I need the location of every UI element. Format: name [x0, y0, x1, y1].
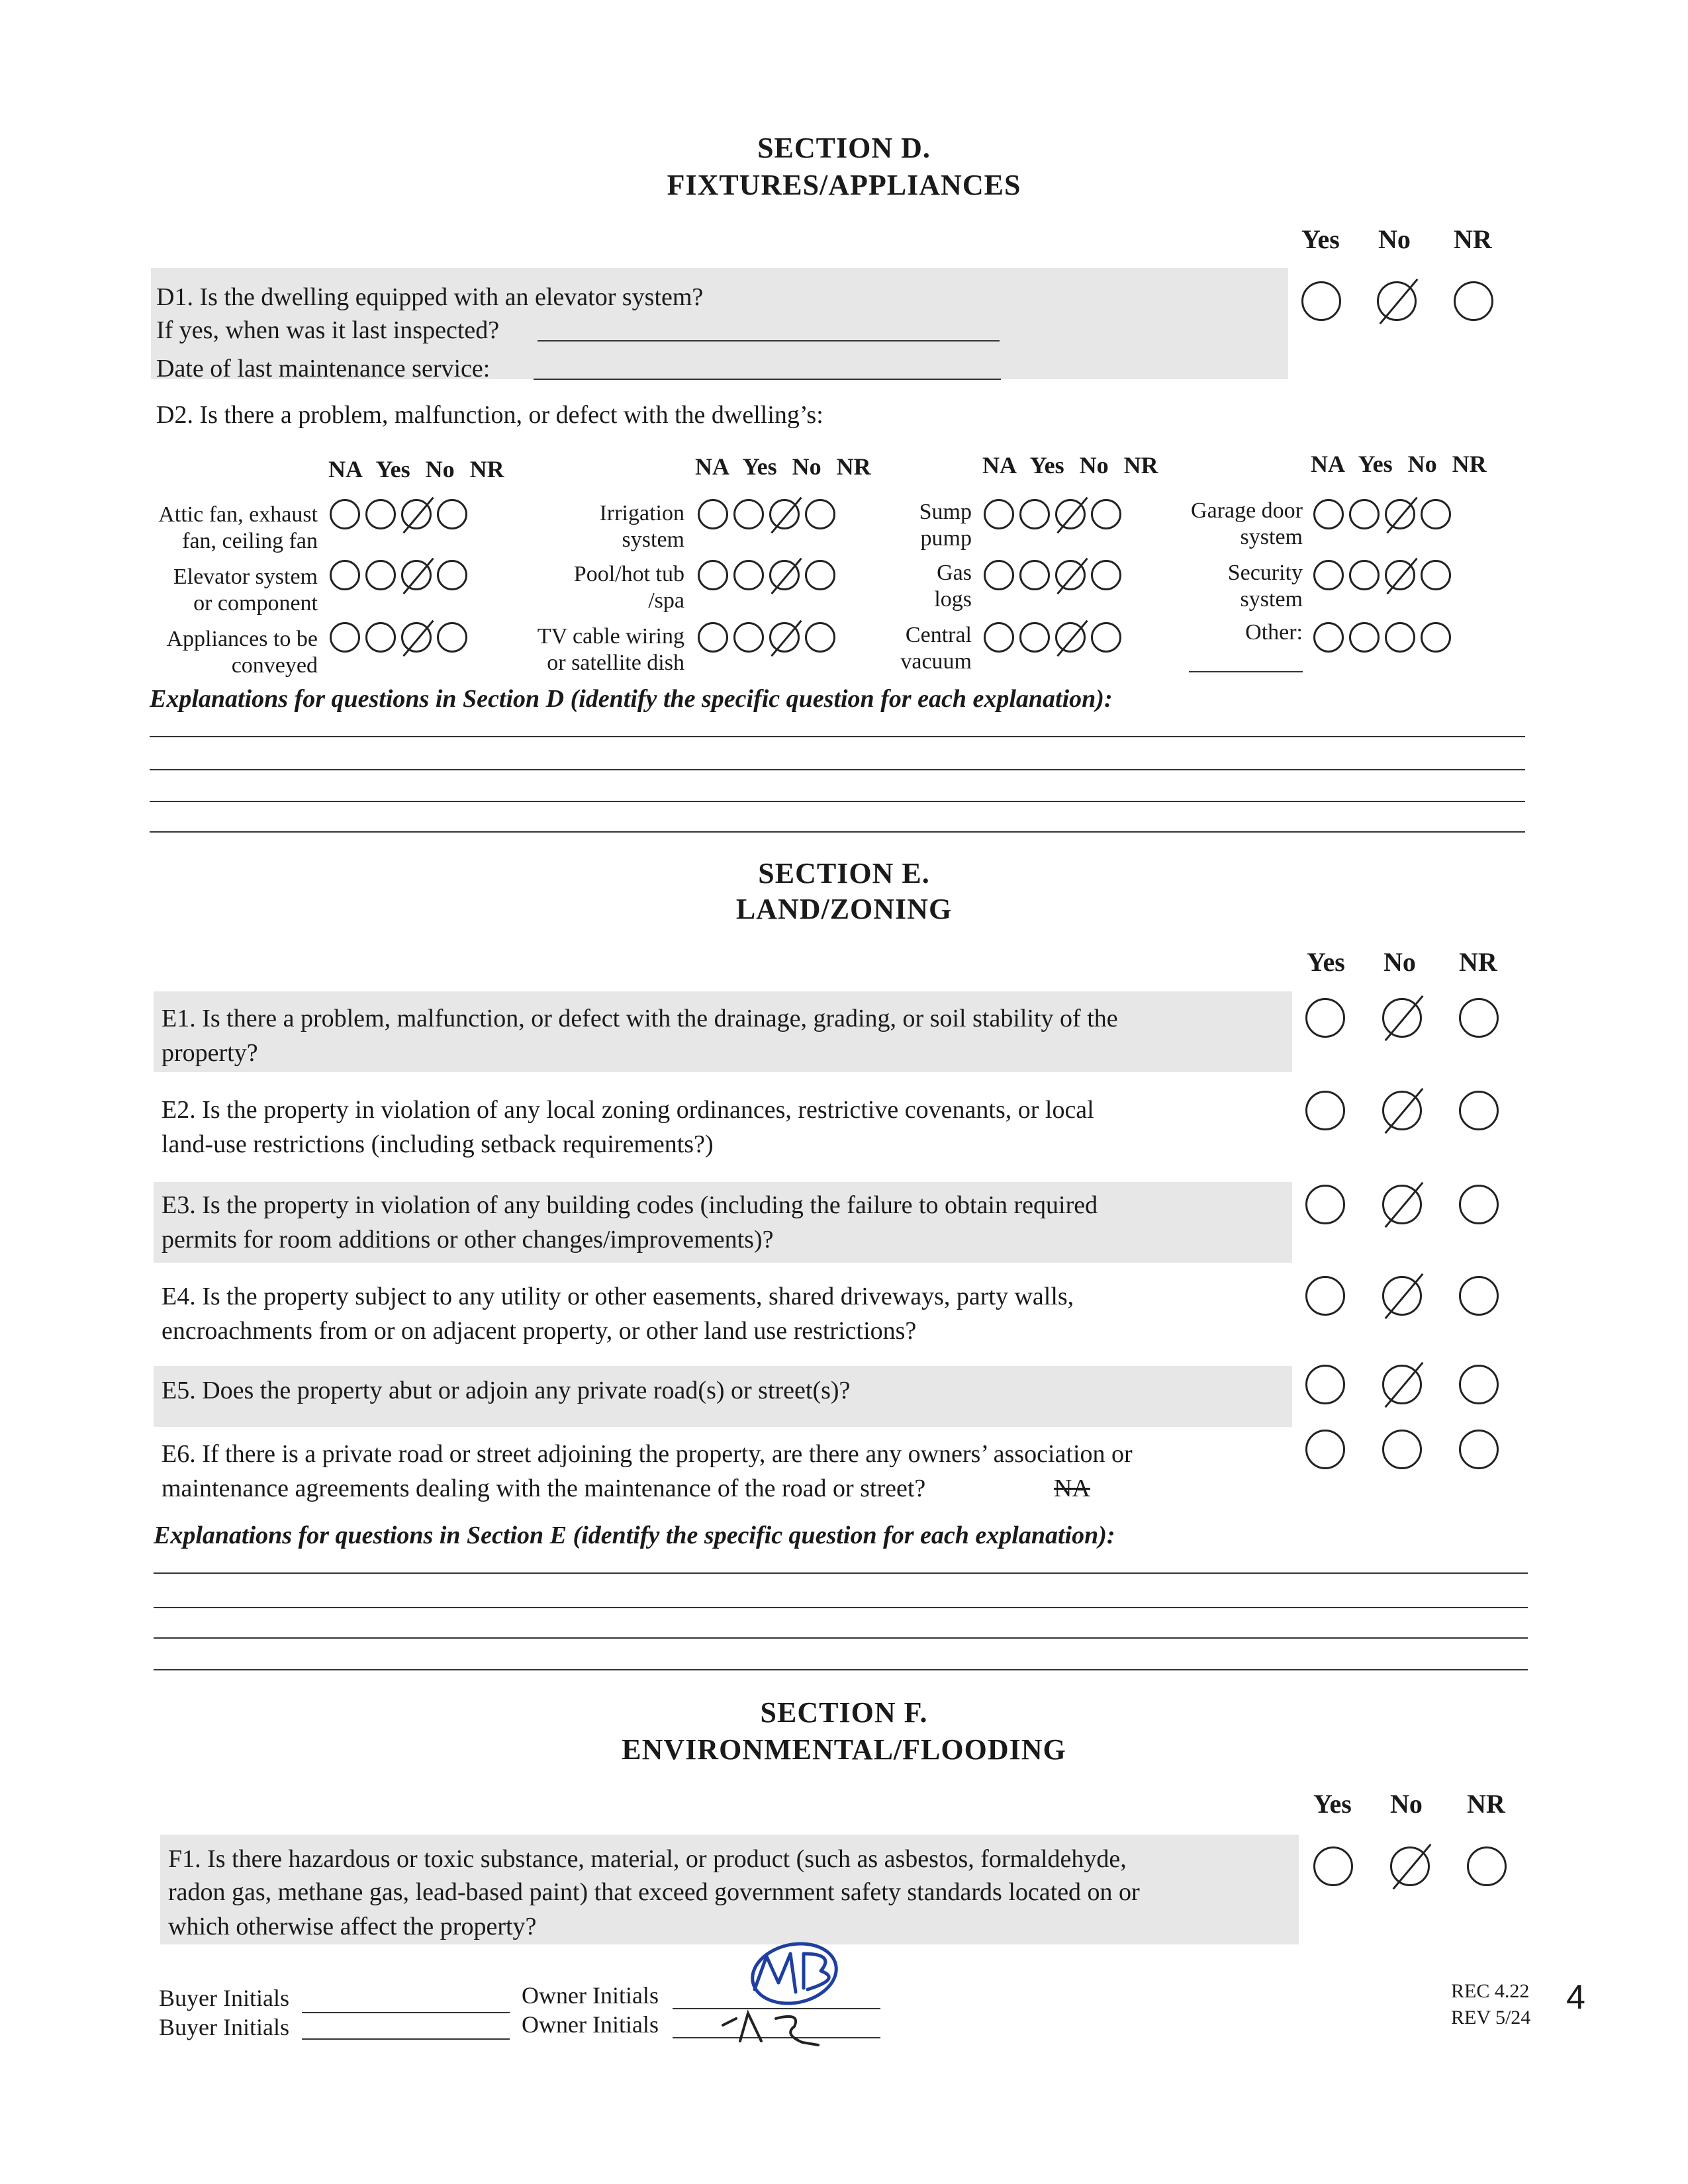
d2-appliances-label: Appliances to be conveyed	[166, 627, 318, 678]
f-col-yes: Yes	[1313, 1789, 1352, 1819]
e3-question-line1: E3. Is the property in violation of any building codes (including the failure to obtain required	[162, 1191, 1098, 1219]
d2-central-vacuum-no-radio[interactable]	[1055, 622, 1086, 653]
d1-maintenance-label: Date of last maintenance service:	[156, 355, 491, 383]
d2-garage-door-nr-radio[interactable]	[1421, 499, 1451, 529]
d2-elevator-no-radio[interactable]	[401, 560, 432, 590]
e1-yes-radio[interactable]	[1305, 998, 1345, 1038]
owner-initials-label-1: Owner Initials	[522, 1982, 659, 2009]
buyer-initials-field-1[interactable]	[302, 2012, 510, 2013]
d2-attic-fan-yes-radio[interactable]	[365, 499, 396, 529]
e-explanations-label: Explanations for questions in Section E (identify the specific question for each explanation):	[154, 1522, 1115, 1549]
d2-irrigation-na-radio[interactable]	[698, 499, 728, 529]
d-explanations-label: Explanations for questions in Section D (identify the specific question for each explanation):	[150, 685, 1113, 713]
e4-no-radio[interactable]	[1382, 1276, 1422, 1316]
d2-attic-fan-na-radio[interactable]	[330, 499, 360, 529]
e4-nr-radio[interactable]	[1459, 1276, 1499, 1316]
d2-tv-cable-yes-radio[interactable]	[733, 622, 764, 653]
d2-central-vacuum-na-radio[interactable]	[984, 622, 1014, 653]
e6-nr-radio[interactable]	[1459, 1430, 1499, 1469]
e-col-nr: NR	[1459, 947, 1497, 977]
buyer-initials-label-2: Buyer Initials	[159, 2014, 289, 2040]
f1-question-line1: F1. Is there hazardous or toxic substance, material, or product (such as asbestos, formaldehyde,	[168, 1845, 1127, 1873]
section-e-subtitle: LAND/ZONING	[735, 893, 953, 925]
d2-gas-logs-na-radio[interactable]	[984, 560, 1014, 590]
e-explanation-line-4[interactable]	[154, 1669, 1528, 1670]
d-col-yes: Yes	[1301, 224, 1340, 254]
e3-no-radio[interactable]	[1382, 1185, 1422, 1224]
d1-inspected-label: If yes, when was it last inspected?	[156, 316, 500, 344]
e5-yes-radio[interactable]	[1305, 1365, 1345, 1404]
d2-gas-logs-no-radio[interactable]	[1055, 560, 1086, 590]
d1-no-radio[interactable]	[1377, 281, 1417, 321]
e6-question-line2: maintenance agreements dealing with the maintenance of the road or street?	[162, 1475, 926, 1502]
d2-gas-logs-yes-radio[interactable]	[1019, 560, 1050, 590]
d1-inspected-field[interactable]	[538, 340, 1000, 341]
d2-appliances-yes-radio[interactable]	[365, 622, 396, 653]
section-d-title: SECTION D.	[757, 132, 931, 164]
form-code: REC 4.22	[1451, 1980, 1530, 2002]
d2-tv-cable-no-radio[interactable]	[769, 622, 800, 653]
d2-other-na-radio[interactable]	[1313, 622, 1344, 653]
d2-other-field[interactable]	[1189, 671, 1303, 672]
d2-central-vacuum-yes-radio[interactable]	[1019, 622, 1050, 653]
e1-nr-radio[interactable]	[1459, 998, 1499, 1038]
d2-elevator-label: Elevator system or component	[173, 565, 318, 615]
d1-yes-radio[interactable]	[1301, 281, 1341, 321]
d2-pool-no-radio[interactable]	[769, 560, 800, 590]
d2-subheader-3: NA Yes No NR	[982, 452, 1158, 478]
d2-appliances-na-radio[interactable]	[330, 622, 360, 653]
section-d-subtitle: FIXTURES/APPLIANCES	[667, 169, 1021, 201]
d2-garage-door-no-radio[interactable]	[1385, 499, 1415, 529]
d2-elevator-nr-radio[interactable]	[437, 560, 467, 590]
d2-security-label: Security system	[1227, 561, 1303, 612]
f1-nr-radio[interactable]	[1467, 1846, 1507, 1886]
d-explanation-line-3[interactable]	[150, 801, 1525, 802]
d1-maintenance-field[interactable]	[534, 379, 1001, 380]
e4-question-line1: E4. Is the property subject to any utility or other easements, shared driveways, party walls,	[162, 1283, 1074, 1310]
e-col-no: No	[1383, 947, 1416, 977]
d2-pool-label: Pool/hot tub /spa	[573, 562, 684, 613]
section-e-title: SECTION E.	[758, 857, 930, 889]
d2-elevator-na-radio[interactable]	[330, 560, 360, 590]
e3-question-line2: permits for room additions or other changes/improvements)?	[162, 1226, 774, 1253]
d2-garage-door-na-radio[interactable]	[1313, 499, 1344, 529]
d2-sump-pump-label: Sump pump	[919, 500, 972, 551]
form-revision: REV 5/24	[1451, 2007, 1531, 2028]
e2-no-radio[interactable]	[1382, 1091, 1422, 1130]
e2-yes-radio[interactable]	[1305, 1091, 1345, 1130]
e1-no-radio[interactable]	[1382, 998, 1422, 1038]
buyer-initials-field-2[interactable]	[302, 2038, 510, 2040]
d2-tv-cable-nr-radio[interactable]	[805, 622, 835, 653]
d2-irrigation-no-radio[interactable]	[769, 499, 800, 529]
e4-question-line2: encroachments from or on adjacent property, or other land use restrictions?	[162, 1317, 917, 1345]
d2-garage-door-yes-radio[interactable]	[1349, 499, 1380, 529]
d2-irrigation-yes-radio[interactable]	[733, 499, 764, 529]
d2-question: D2. Is there a problem, malfunction, or defect with the dwelling’s:	[156, 401, 823, 429]
section-f-title: SECTION F.	[760, 1696, 928, 1729]
e-col-yes: Yes	[1307, 947, 1345, 977]
d2-subheader-1: NA Yes No NR	[328, 456, 504, 482]
d2-sump-pump-yes-radio[interactable]	[1019, 499, 1050, 529]
d2-central-vacuum-label: Central vacuum	[900, 623, 972, 674]
d1-question: D1. Is the dwelling equipped with an elevator system?	[156, 283, 704, 311]
f1-question-line3: which otherwise affect the property?	[168, 1913, 537, 1940]
d2-security-nr-radio[interactable]	[1421, 560, 1451, 590]
d-col-nr: NR	[1454, 224, 1492, 254]
e-explanation-line-3[interactable]	[154, 1637, 1528, 1639]
f-col-nr: NR	[1467, 1789, 1505, 1819]
f1-question-line2: radon gas, methane gas, lead-based paint) that exceed government safety standards located on or	[168, 1878, 1140, 1906]
d2-subheader-4: NA Yes No NR	[1311, 451, 1487, 477]
d2-attic-fan-nr-radio[interactable]	[437, 499, 467, 529]
buyer-initials-label-1: Buyer Initials	[159, 1985, 289, 2011]
e1-question-line1: E1. Is there a problem, malfunction, or defect with the drainage, grading, or soil stability of the	[162, 1005, 1118, 1032]
page-number: 4	[1566, 1978, 1585, 2017]
d2-security-yes-radio[interactable]	[1349, 560, 1380, 590]
e2-question-line1: E2. Is the property in violation of any local zoning ordinances, restrictive covenants, or local	[162, 1096, 1094, 1124]
d2-garage-door-label: Garage door system	[1191, 498, 1303, 549]
d2-attic-fan-no-radio[interactable]	[401, 499, 432, 529]
d2-other-yes-radio[interactable]	[1349, 622, 1380, 653]
d2-sump-pump-na-radio[interactable]	[984, 499, 1014, 529]
d-col-no: No	[1378, 224, 1411, 254]
d2-other-no-radio[interactable]	[1385, 622, 1415, 653]
d2-irrigation-nr-radio[interactable]	[805, 499, 835, 529]
e3-nr-radio[interactable]	[1459, 1185, 1499, 1224]
e6-no-radio[interactable]	[1382, 1430, 1422, 1469]
e-explanation-line-2[interactable]	[154, 1607, 1528, 1608]
f-col-no: No	[1390, 1789, 1423, 1819]
e3-yes-radio[interactable]	[1305, 1185, 1345, 1224]
d2-security-na-radio[interactable]	[1313, 560, 1344, 590]
d2-sump-pump-nr-radio[interactable]	[1091, 499, 1121, 529]
d2-security-no-radio[interactable]	[1385, 560, 1415, 590]
d2-subheader-2: NA Yes No NR	[695, 453, 871, 480]
d-explanation-line-4[interactable]	[150, 831, 1525, 833]
d2-other-nr-radio[interactable]	[1421, 622, 1451, 653]
d2-sump-pump-no-radio[interactable]	[1055, 499, 1086, 529]
e5-nr-radio[interactable]	[1459, 1365, 1499, 1404]
e6-question-line1: E6. If there is a private road or street adjoining the property, are there any owners’ association or	[162, 1440, 1133, 1468]
d2-central-vacuum-nr-radio[interactable]	[1091, 622, 1121, 653]
d2-gas-logs-label: Gas logs	[934, 561, 972, 612]
e2-question-line2: land-use restrictions (including setback requirements?)	[162, 1130, 714, 1158]
d-explanation-line-2[interactable]	[150, 769, 1525, 770]
d2-irrigation-label: Irrigation system	[599, 501, 684, 552]
d-explanation-line-1[interactable]	[150, 736, 1525, 737]
section-f-subtitle: ENVIRONMENTAL/FLOODING	[622, 1733, 1066, 1766]
e4-yes-radio[interactable]	[1305, 1276, 1345, 1316]
owner-initials-field-2[interactable]	[673, 2037, 880, 2038]
e6-handwritten-na: NA	[1054, 1475, 1090, 1502]
e6-yes-radio[interactable]	[1305, 1430, 1345, 1469]
d2-appliances-nr-radio[interactable]	[437, 622, 467, 653]
e5-question: E5. Does the property abut or adjoin any private road(s) or street(s)?	[162, 1377, 851, 1404]
d2-elevator-yes-radio[interactable]	[365, 560, 396, 590]
d1-nr-radio[interactable]	[1454, 281, 1493, 321]
e2-nr-radio[interactable]	[1459, 1091, 1499, 1130]
d2-other-label: Other:	[1245, 620, 1303, 645]
d2-tv-cable-na-radio[interactable]	[698, 622, 728, 653]
owner-initials-label-2: Owner Initials	[522, 2011, 659, 2038]
d2-pool-nr-radio[interactable]	[805, 560, 835, 590]
d2-attic-fan-label: Attic fan, exhaust fan, ceiling fan	[158, 502, 318, 553]
d2-tv-cable-label: TV cable wiring or satellite dish	[537, 624, 684, 675]
e1-question-line2: property?	[162, 1039, 258, 1067]
e-explanation-line-1[interactable]	[154, 1572, 1528, 1574]
d2-appliances-no-radio[interactable]	[401, 622, 432, 653]
f1-yes-radio[interactable]	[1313, 1846, 1353, 1886]
f1-no-radio[interactable]	[1390, 1846, 1430, 1886]
d2-pool-yes-radio[interactable]	[733, 560, 764, 590]
d2-pool-na-radio[interactable]	[698, 560, 728, 590]
owner-initials-field-1[interactable]	[673, 2008, 880, 2009]
d2-gas-logs-nr-radio[interactable]	[1091, 560, 1121, 590]
e5-no-radio[interactable]	[1382, 1365, 1422, 1404]
